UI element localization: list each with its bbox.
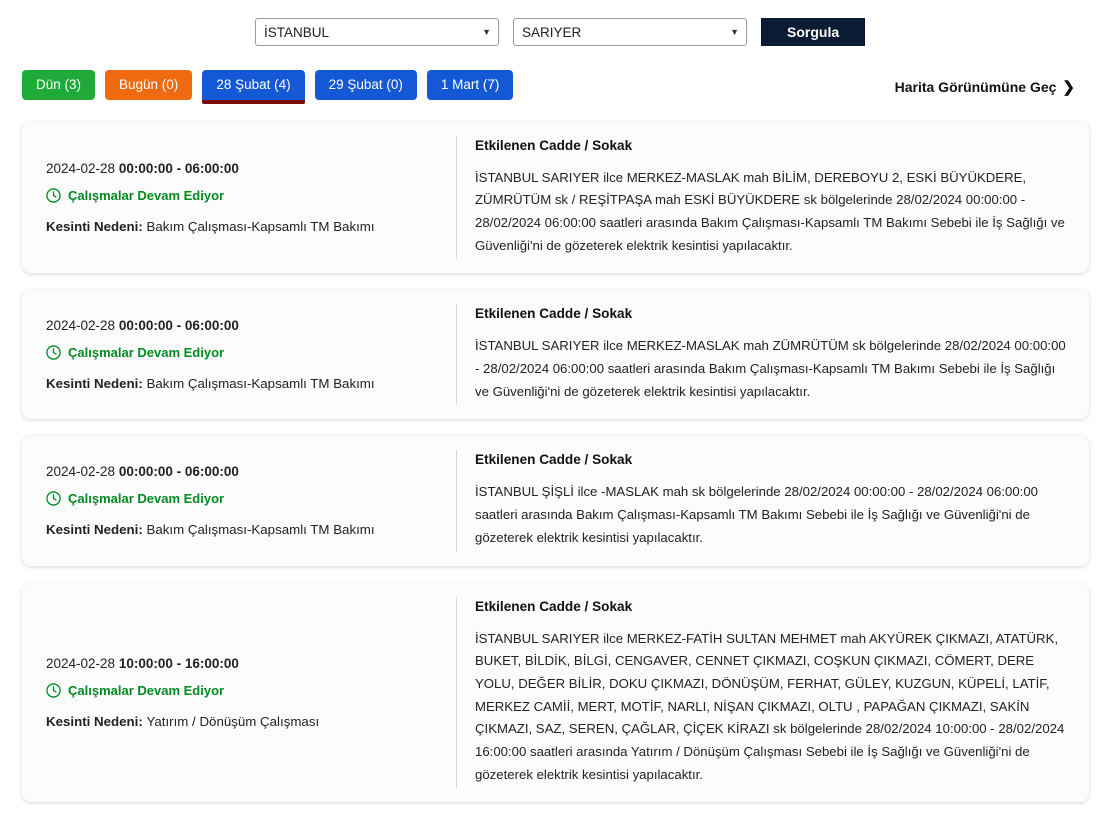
- affected-streets-text: İSTANBUL SARIYER ilce MERKEZ-MASLAK mah BİLİM, DEREBOYU 2, ESKİ BÜYÜKDERE, ZÜMRÜTÜM sk / REŞİTPAŞA mah ESKİ BÜYÜKDERE sk bölgelerinde 28/02/2024 00:00:00 - 28/02/2024 06:00:00 saatleri arasında Bakım Çalışması-Kapsamlı TM Bakımı Sebebi ile İş Sağlığı ve Güvenliği'ni de gözeterek elektrik kesintisi yapılacaktır.: [475, 169, 1065, 253]
- outage-card: [22, 122, 1089, 274]
- outage-reason: [46, 522, 446, 537]
- outage-datetime: [46, 318, 446, 333]
- chevron-down-icon: ▼: [730, 27, 739, 37]
- affected-streets-title: Etkilenen Cadde / Sokak: [475, 306, 633, 322]
- outage-reason: [46, 219, 446, 234]
- map-view-label: Harita Görünümüne Geç: [894, 78, 1057, 95]
- outage-status: [46, 188, 446, 203]
- outage-reason: [46, 376, 446, 391]
- outage-reason: [46, 714, 446, 729]
- outage-card-summary: [36, 597, 456, 789]
- outage-datetime: [46, 161, 446, 176]
- affected-streets-text: İSTANBUL SARIYER ilce MERKEZ-MASLAK mah ZÜMRÜTÜM sk bölgelerinde 28/02/2024 00:00:00 - 28/02/2024 06:00:00 saatleri arasında Bakım Çalışması-Kapsamlı TM Bakımı Sebebi ile İş Sağlığı ve Güvenliği'ni de gözeterek elektrik kesintisi yapılacaktır.: [475, 338, 1066, 399]
- date-tab-2[interactable]: 28 Şubat (4): [202, 70, 304, 104]
- outage-reason-label: Kesinti Nedeni:: [46, 522, 143, 538]
- city-select-wrapper: [255, 18, 499, 46]
- affected-streets-title: Etkilenen Cadde / Sokak: [475, 452, 633, 468]
- outage-datetime: [46, 464, 446, 479]
- outage-card-summary: [36, 304, 456, 405]
- outage-hours: 00:00:00 - 06:00:00: [118, 318, 239, 334]
- chevron-down-icon: ▼: [482, 27, 491, 37]
- date-tab-0[interactable]: Dün (3): [22, 70, 95, 100]
- outage-card: [22, 290, 1089, 419]
- outage-date: 2024-02-28: [46, 318, 116, 334]
- clock-icon: [46, 345, 61, 360]
- affected-streets-text: İSTANBUL SARIYER ilce MERKEZ-FATİH SULTAN MEHMET mah AKYÜREK ÇIKMAZI, ATATÜRK, BUKET, BİLDİK, BİLGİ, CENGAVER, CENNET ÇIKMAZI, COŞKUN ÇIKMAZI, CÖMERT, DERE YOLU, DEĞER BİLİR, DOKU ÇIKMAZI, DÖNÜŞÜM, FERHAT, GÜLEY, KUZGUN, KÜPELİ, LATİF, MERKEZ CAMİİ, MERT, MOTİF, NARLI, NİŞAN ÇIKMAZI, OLTU , PAPAĞAN ÇIKMAZI, SAKİN ÇIKMAZI, SAZ, SEREN, ÇAĞLAR, ÇİÇEK KİRAZI sk bölgelerinde 28/02/2024 10:00:00 - 28/02/2024 16:00:00 saatleri arasında Yatırım / Dönüşüm Çalışması Sebebi ile İş Sağlığı ve Güvenliği'ni de gözeterek elektrik kesintisi yapılacaktır.: [475, 630, 1065, 782]
- affected-streets-title: Etkilenen Cadde / Sokak: [475, 598, 633, 614]
- query-submit-button[interactable]: Sorgula: [761, 18, 865, 46]
- outage-date: 2024-02-28: [46, 656, 116, 671]
- outage-date: 2024-02-28: [46, 160, 116, 176]
- outage-card: [22, 436, 1089, 565]
- district-select[interactable]: [513, 18, 747, 46]
- clock-icon: [46, 683, 61, 698]
- affected-streets-text: İSTANBUL ŞİŞLİ ilce -MASLAK mah sk bölgelerinde 28/02/2024 00:00:00 - 28/02/2024 06:00:00 saatleri arasında Bakım Çalışması-Kapsamlı TM Bakımı Sebebi ile İş Sağlığı ve Güvenliği'ni de gözeterek elektrik kesintisi yapılacaktır.: [475, 484, 1039, 545]
- outage-card: [22, 583, 1089, 803]
- outage-hours: 00:00:00 - 06:00:00: [118, 160, 239, 176]
- outage-card-summary: [36, 136, 456, 260]
- outage-status-text: Çalışmalar Devam Ediyor: [68, 491, 225, 507]
- outage-card-summary: [36, 450, 456, 551]
- outage-reason-label: Kesinti Nedeni:: [46, 376, 143, 392]
- outage-reason-value: Bakım Çalışması-Kapsamlı TM Bakımı: [146, 376, 375, 392]
- outage-status-text: Çalışmalar Devam Ediyor: [68, 683, 225, 698]
- query-bar: [0, 0, 1111, 46]
- outage-card-details: [456, 136, 1071, 260]
- date-tab-3[interactable]: 29 Şubat (0): [315, 70, 417, 100]
- affected-streets-title: Etkilenen Cadde / Sokak: [475, 137, 633, 153]
- outage-datetime: [46, 656, 446, 671]
- outage-card-details: [456, 450, 1071, 551]
- date-tab-4[interactable]: 1 Mart (7): [427, 70, 514, 100]
- city-select[interactable]: [255, 18, 499, 46]
- outage-card-list: [0, 104, 1111, 803]
- map-view-link[interactable]: [895, 78, 1093, 96]
- outage-card-details: [456, 597, 1071, 789]
- outage-reason-label: Kesinti Nedeni:: [46, 218, 143, 234]
- date-tabs-row: [0, 46, 1111, 104]
- district-select-wrapper: [513, 18, 747, 46]
- outage-reason-value: Bakım Çalışması-Kapsamlı TM Bakımı: [146, 218, 375, 234]
- clock-icon: [46, 491, 61, 506]
- outage-hours: 10:00:00 - 16:00:00: [118, 656, 239, 671]
- outage-status: [46, 683, 446, 698]
- clock-icon: [46, 188, 61, 203]
- outage-date: 2024-02-28: [46, 464, 116, 480]
- outage-status-text: Çalışmalar Devam Ediyor: [68, 345, 225, 361]
- date-tab-1[interactable]: Bugün (0): [105, 70, 192, 100]
- outage-reason-label: Kesinti Nedeni:: [46, 714, 143, 729]
- outage-status-text: Çalışmalar Devam Ediyor: [68, 187, 225, 203]
- outage-card-details: [456, 304, 1071, 405]
- date-tabs: [22, 70, 513, 104]
- outage-reason-value: Bakım Çalışması-Kapsamlı TM Bakımı: [146, 522, 375, 538]
- outage-reason-value: Yatırım / Dönüşüm Çalışması: [146, 714, 320, 729]
- outage-status: [46, 491, 446, 506]
- outage-status: [46, 345, 446, 360]
- outage-hours: 00:00:00 - 06:00:00: [118, 464, 239, 480]
- chevron-right-icon: ❯: [1062, 78, 1075, 96]
